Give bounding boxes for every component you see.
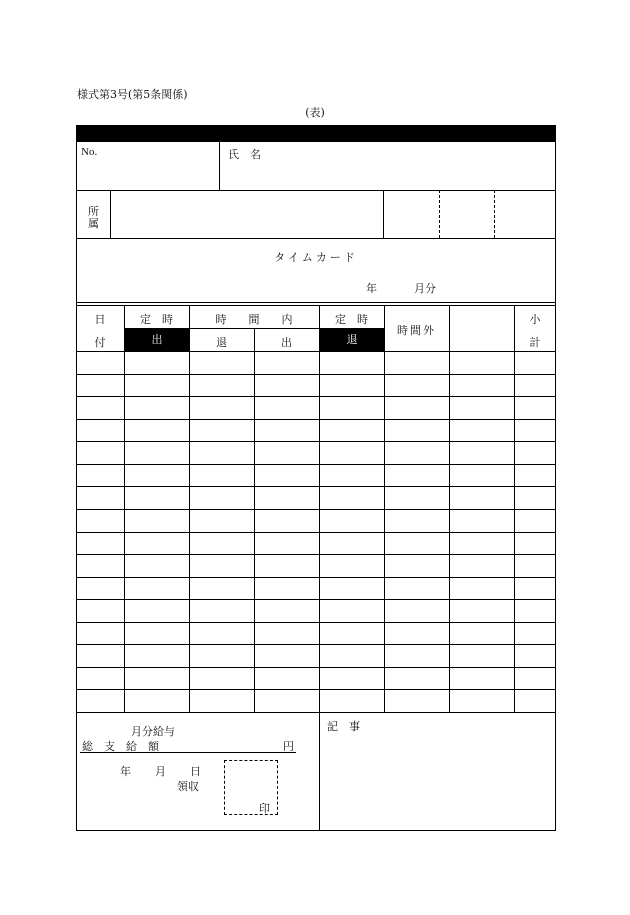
received-label: 領収 <box>177 780 199 793</box>
teiji-2-header: 定 時 <box>335 313 368 326</box>
divider <box>219 142 220 190</box>
subtotal-header-top: 小 <box>529 313 541 326</box>
year-label-footer: 年 <box>120 765 131 778</box>
col-line <box>319 305 320 831</box>
top-black-bar <box>76 125 556 142</box>
card-title: タイムカード <box>274 251 358 264</box>
jikannai-sub-1: 退 <box>216 336 227 349</box>
divider <box>383 190 384 238</box>
divider <box>76 190 556 191</box>
table-row <box>76 644 556 645</box>
affiliation-label-2: 属 <box>88 217 99 230</box>
no-label: No. <box>81 146 98 158</box>
teiji-1-sub: 出 <box>125 329 189 351</box>
day-header-bottom: 付 <box>94 336 106 349</box>
jikannai-header: 時 間 内 <box>215 313 293 326</box>
table-row <box>76 464 556 465</box>
table-row <box>76 667 556 668</box>
jikannai-sub-2: 出 <box>281 336 292 349</box>
table-row <box>76 599 556 600</box>
affiliation-label-1: 所 <box>88 205 99 218</box>
table-row <box>76 441 556 442</box>
yen-label: 円 <box>283 740 294 753</box>
year-label: 年 <box>366 282 377 295</box>
table-row <box>76 486 556 487</box>
divider <box>110 190 111 238</box>
table-row <box>76 419 556 420</box>
divider <box>76 305 556 306</box>
teiji-1-header: 定 時 <box>140 313 173 326</box>
table-row <box>76 622 556 623</box>
name-field[interactable] <box>260 160 540 180</box>
month-label: 月分 <box>414 282 436 295</box>
month-label-footer: 月 <box>155 765 166 778</box>
col-line <box>254 328 255 712</box>
total-payment-label: 総 支 給 額 <box>82 740 159 753</box>
subtotal-header-bottom: 計 <box>529 336 541 349</box>
dashed-divider <box>494 190 495 238</box>
name-label: 氏 名 <box>228 148 261 161</box>
side-label: (表) <box>305 106 325 119</box>
divider <box>76 302 556 303</box>
day-label-footer: 日 <box>190 765 201 778</box>
total-underline <box>80 752 296 753</box>
overtime-header: 時間外 <box>397 324 436 337</box>
form-number: 様式第3号(第5条関係) <box>77 88 188 101</box>
table-row <box>76 374 556 375</box>
table-row <box>76 509 556 510</box>
table-row <box>76 689 556 690</box>
affiliation-field[interactable] <box>120 200 375 230</box>
table-row <box>76 554 556 555</box>
dashed-divider <box>439 190 440 238</box>
day-header-top: 日 <box>94 313 106 326</box>
monthly-salary-label: 月分給与 <box>131 725 175 738</box>
table-row <box>76 577 556 578</box>
divider <box>76 238 556 239</box>
table-row <box>76 396 556 397</box>
no-field[interactable] <box>154 170 204 184</box>
header-bottom-line <box>76 351 556 352</box>
table-row <box>76 532 556 533</box>
teiji-2-sub: 退 <box>320 329 384 351</box>
seal-label: 印 <box>259 802 270 815</box>
notes-label: 記 事 <box>327 720 360 733</box>
divider <box>76 712 556 713</box>
